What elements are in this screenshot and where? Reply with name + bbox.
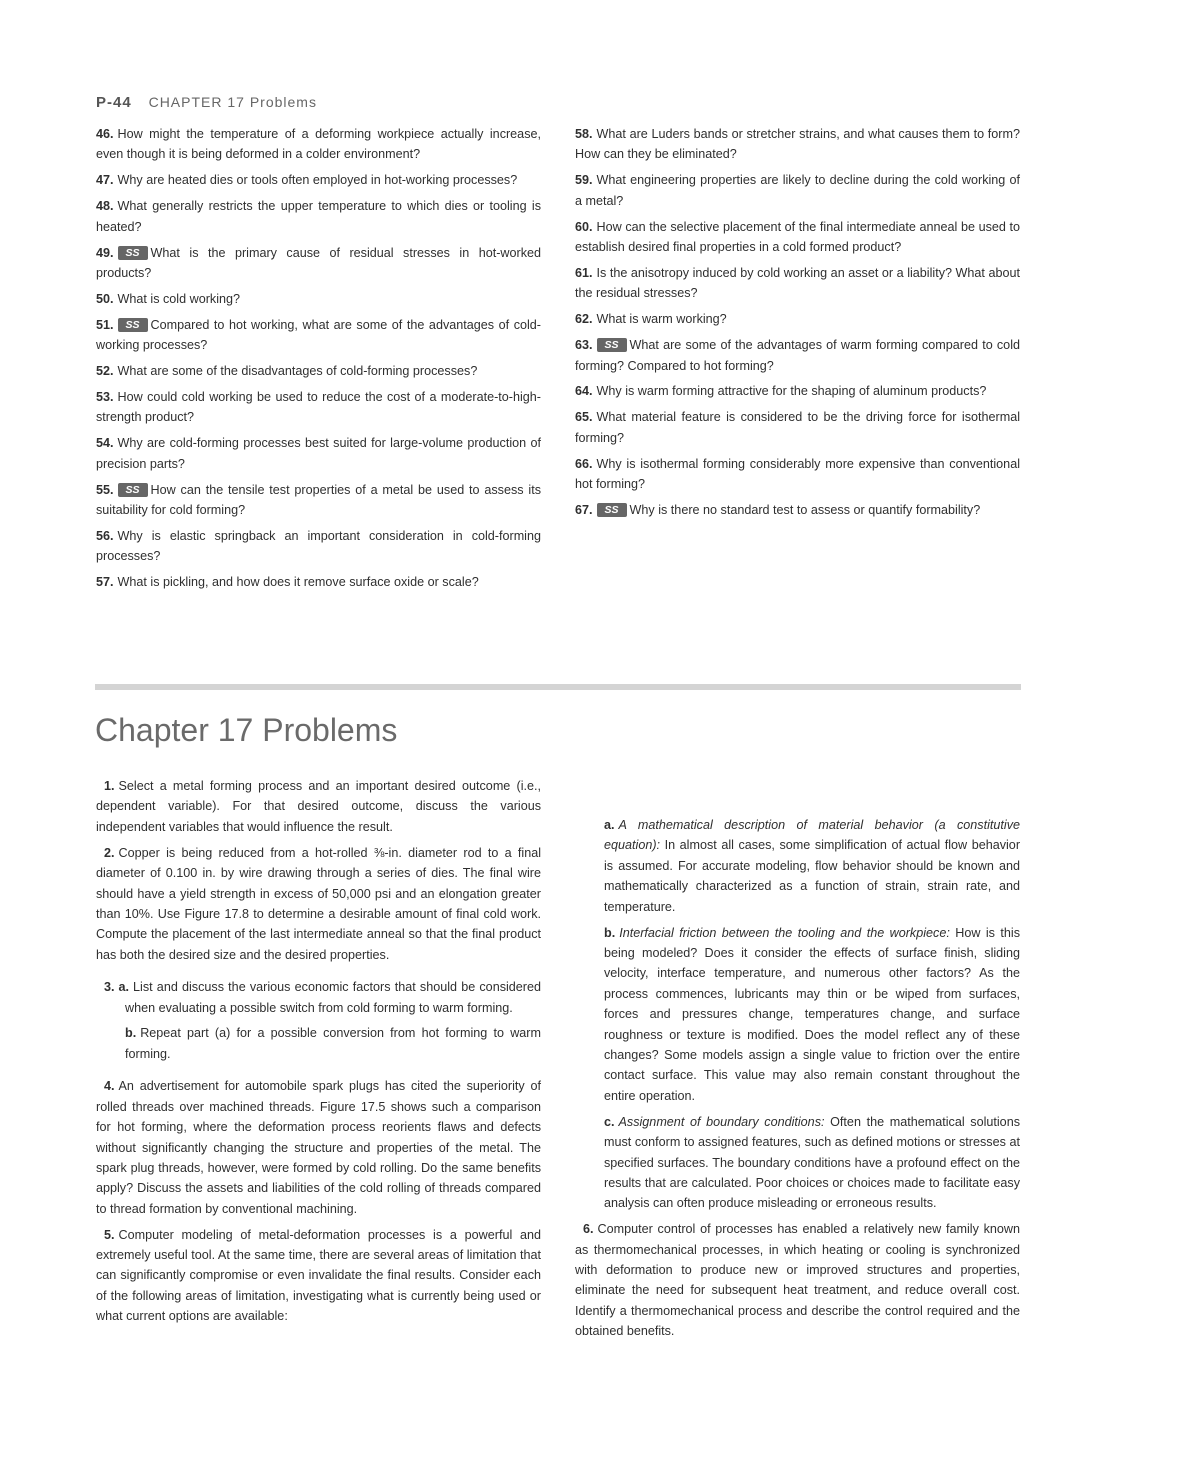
review-question-48: 48. What generally restricts the upper temperature to which dies or tooling is heated? bbox=[96, 199, 541, 234]
problem-1: 1. Select a metal forming process and an important desired outcome (i.e., dependent variable). For that desired outcome, discuss the various independent variables that would influence the result. bbox=[96, 779, 541, 834]
problem-5a: a. A mathematical description of material behavior (a constitutive equation): In almost all cases, some simplification of actual flow behavior is assumed. For accurate modeling, flow behavior should be known and mathematically characterized as a function of strain, strain rate, and temperature. bbox=[604, 818, 1021, 914]
review-question-57: 57. What is pickling, and how does it remove surface oxide or scale? bbox=[96, 575, 479, 590]
problems-left-column bbox=[96, 776, 541, 1327]
ss-badge-icon: SS bbox=[118, 246, 148, 260]
review-question-56: 56. Why is elastic springback an important consideration in cold-forming processes? bbox=[96, 528, 541, 564]
problem-2: 2. Copper is being reduced from a hot-rolled ⅜-in. diameter rod to a final diameter of 0.100 in. by wire drawing through a series of dies. The final wire should have a yield strength in excess of 50,000 psi and an elongation greater than 10%. Use Figure 17.8 to determine a desirable amount of final cold work. Compute the placement of the last intermediate anneal so that the final product has both the desired size and the desired properties. bbox=[96, 845, 541, 962]
page-number: P-44 bbox=[96, 94, 132, 111]
running-title: CHAPTER 17 Problems bbox=[148, 94, 317, 110]
ss-badge-icon: SS bbox=[118, 318, 148, 332]
problem-4: 4. An advertisement for automobile spark plugs has cited the superiority of rolled threads over machined threads. Figure 17.5 shows such a comparison for hot forming, where the deformation process reorients flaws and defects without significantly changing the structure and properties of the metal. The spark plug threads, however, were formed by cold rolling. Do the same benefits apply? Discuss the assets and liabilities of the cold rolling of threads compared to thread formation by conventional machining. bbox=[96, 1079, 541, 1216]
problem-3 bbox=[96, 977, 541, 1064]
review-question-59: 59. What engineering properties are likely to decline during the cold working of a metal? bbox=[575, 173, 1020, 208]
section-divider bbox=[95, 684, 1021, 690]
problem-3a: 3. a. List and discuss the various economic factors that should be considered when evaluating a possible switch from cold forming to warm forming. bbox=[104, 980, 541, 1015]
review-question-63: 63. SS What are some of the advantages of warm forming compared to cold forming? Compared to hot forming? bbox=[575, 338, 1020, 373]
review-question-66: 66. Why is isothermal forming considerably more expensive than conventional hot forming? bbox=[575, 456, 1020, 492]
review-question-46: 46. How might the temperature of a deforming workpiece actually increase, even though it is being deformed in a colder environment? bbox=[96, 127, 541, 162]
review-question-55: 55. SS How can the tensile test properties of a metal be used to assess its suitability for cold forming? bbox=[96, 482, 541, 517]
review-question-54: 54. Why are cold-forming processes best suited for large-volume production of precision parts? bbox=[96, 436, 541, 471]
review-question-53: 53. How could cold working be used to reduce the cost of a moderate-to-high-strength product? bbox=[96, 389, 541, 425]
ss-badge-icon: SS bbox=[597, 503, 627, 517]
review-question-61: 61. Is the anisotropy induced by cold working an asset or a liability? What about the residual stresses? bbox=[575, 265, 1020, 301]
problem-6: 6. Computer control of processes has enabled a relatively new family known as thermomechanical processes, in which heating or cooling is synchronized with deformation to produce new or improved structures and properties, eliminate the need for subsequent heat treatment, and reduce overall cost. Identify a thermomechanical process and describe the control required and the obtained benefits. bbox=[575, 1222, 1020, 1339]
review-questions-right-column bbox=[575, 124, 1020, 526]
problem-5b: b. Interfacial friction between the tooling and the workpiece: How is this being modeled? Does it consider the effects of surface finish, sliding velocity, interface temperature, and numerous other factors? As the process commences, lubricants may thin or be wiped from surfaces, forces and pressures change, temperatures change, and surface roughness or texture is modified. Does the model reflect any of these changes? Some models assign a single value to friction over the entire contact surface. This value may also remain constant throughout the entire operation. bbox=[604, 925, 1021, 1103]
chapter-title: Chapter 17 Problems bbox=[95, 712, 398, 748]
page-header bbox=[96, 94, 317, 111]
problem-5: 5. Computer modeling of metal-deformation processes is a powerful and extremely useful tool. At the same time, there are several areas of limitation that can significantly compromise or even invalidate the final results. Consider each of the following areas of limitation, investigating what is currently being used or what current options are available: bbox=[96, 1227, 541, 1324]
review-question-67: 67. SS Why is there no standard test to assess or quantify formability? bbox=[575, 503, 981, 517]
review-question-62: 62. What is warm working? bbox=[575, 312, 727, 327]
ss-badge-icon: SS bbox=[597, 338, 627, 352]
problem-3b: b. Repeat part (a) for a possible conversion from hot forming to warm forming. bbox=[125, 1026, 541, 1061]
review-question-65: 65. What material feature is considered to be the driving force for isothermal forming? bbox=[575, 410, 1020, 445]
review-question-49: 49. SS What is the primary cause of residual stresses in hot-worked products? bbox=[96, 245, 541, 280]
review-question-50: 50. What is cold working? bbox=[96, 291, 241, 306]
review-question-52: 52. What are some of the disadvantages of cold-forming processes? bbox=[96, 364, 478, 379]
ss-badge-icon: SS bbox=[118, 483, 148, 497]
review-questions-left-column bbox=[96, 124, 541, 598]
problem-5c: c. Assignment of boundary conditions: Often the mathematical solutions must conform to assigned features, such as defined motions or stresses at specified surfaces. The boundary conditions have a profound effect on the results that are calculated. Poor choices or choices made to facilitate easy analysis can often produce misleading or erroneous results. bbox=[604, 1114, 1020, 1211]
review-question-64: 64. Why is warm forming attractive for the shaping of aluminum products? bbox=[575, 384, 987, 399]
review-question-47: 47. Why are heated dies or tools often employed in hot-working processes? bbox=[96, 173, 518, 188]
review-question-58: 58. What are Luders bands or stretcher strains, and what causes them to form? How can they be eliminated? bbox=[575, 127, 1020, 162]
review-question-51: 51. SS Compared to hot working, what are some of the advantages of cold-working processes? bbox=[96, 317, 541, 353]
problems-right-column bbox=[575, 770, 1020, 1347]
review-question-60: 60. How can the selective placement of the final intermediate anneal be used to establish desired final properties in a cold formed product? bbox=[575, 219, 1020, 255]
